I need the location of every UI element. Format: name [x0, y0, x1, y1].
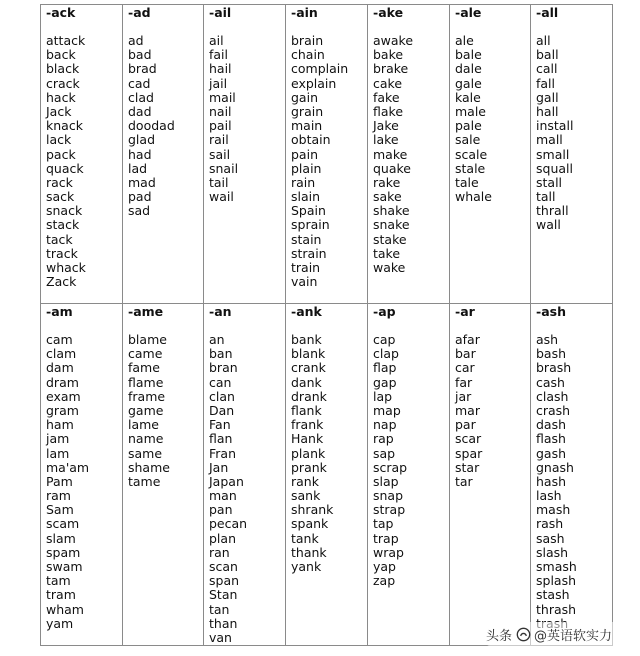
word-item: slash: [536, 544, 569, 560]
word-item: ham: [46, 417, 74, 433]
word-item: wall: [536, 217, 561, 233]
word-item: wake: [373, 260, 406, 275]
word-item: tram: [46, 587, 76, 603]
word-item: Fan: [209, 417, 231, 433]
word-item: clad: [128, 89, 154, 105]
word-item: rap: [373, 431, 394, 447]
word-item: flap: [373, 360, 397, 376]
word-item: tank: [291, 530, 319, 546]
word-item: brake: [373, 61, 409, 77]
word-item: glad: [128, 132, 156, 148]
word-item: quack: [46, 160, 84, 176]
word-item: main: [291, 118, 323, 134]
word-item: all: [536, 33, 551, 48]
word-item: span: [209, 573, 240, 589]
word-list: [455, 333, 530, 489]
word-item: make: [373, 146, 408, 162]
word-item: thank: [291, 544, 327, 560]
word-family-row: [41, 5, 613, 304]
word-item: snail: [209, 160, 239, 176]
word-item: dram: [46, 374, 79, 390]
word-family-cell: [450, 304, 531, 646]
word-item: wham: [46, 601, 84, 617]
word-item: map: [373, 402, 401, 418]
word-item: blame: [128, 332, 167, 347]
word-item: kale: [455, 89, 481, 105]
word-item: shame: [128, 459, 170, 475]
word-item: came: [128, 346, 163, 362]
word-item: vain: [291, 274, 318, 290]
word-item: slap: [373, 473, 399, 489]
word-item: awake: [373, 33, 414, 48]
word-item: tall: [536, 189, 556, 205]
word-item: ash: [536, 332, 559, 347]
word-item: car: [455, 360, 475, 376]
account-logo-icon: [516, 627, 531, 642]
word-item: hail: [209, 61, 232, 77]
word-item: gash: [536, 445, 567, 461]
word-item: an: [209, 332, 225, 347]
word-item: far: [455, 374, 473, 390]
word-item: scale: [455, 146, 488, 162]
word-item: thrall: [536, 203, 569, 219]
word-item: ban: [209, 346, 233, 362]
family-heading: -all: [536, 5, 559, 20]
word-item: dank: [291, 374, 322, 390]
word-item: obtain: [291, 132, 331, 148]
word-item: than: [209, 615, 238, 631]
word-item: rank: [291, 473, 319, 489]
word-item: whack: [46, 260, 86, 275]
word-family-cell: [368, 5, 450, 304]
word-item: clap: [373, 346, 399, 362]
family-heading: -ame: [128, 304, 164, 319]
word-item: strain: [291, 245, 327, 261]
word-item: call: [536, 61, 558, 77]
word-item: scar: [455, 431, 482, 447]
word-family-cell: [204, 304, 286, 646]
word-item: van: [209, 629, 232, 645]
family-heading: -an: [209, 304, 232, 319]
word-item: clam: [46, 346, 77, 362]
word-item: hash: [536, 473, 567, 489]
word-item: flash: [536, 431, 566, 447]
word-item: Zack: [46, 274, 77, 290]
word-item: crack: [46, 75, 80, 91]
word-item: star: [455, 459, 480, 475]
word-item: cam: [46, 332, 73, 347]
word-item: tame: [128, 473, 161, 489]
word-item: Jake: [373, 118, 399, 134]
word-item: small: [536, 146, 570, 162]
word-item: game: [128, 402, 164, 418]
word-item: chain: [291, 47, 325, 63]
word-list: [455, 34, 530, 204]
word-item: stake: [373, 231, 407, 247]
word-item: sad: [128, 203, 151, 219]
word-item: quake: [373, 160, 412, 176]
word-item: dam: [46, 360, 74, 376]
word-item: stash: [536, 587, 570, 603]
word-list: [373, 34, 449, 275]
word-item: sap: [373, 445, 396, 461]
word-item: mall: [536, 132, 563, 148]
word-item: lam: [46, 445, 70, 461]
word-item: crash: [536, 402, 571, 418]
word-list: [373, 333, 449, 588]
word-item: spam: [46, 544, 81, 560]
family-heading: -ack: [46, 5, 76, 20]
word-item: jail: [209, 75, 228, 91]
word-item: scam: [46, 516, 80, 532]
word-item: pan: [209, 502, 233, 518]
word-item: explain: [291, 75, 337, 91]
watermark: [486, 622, 634, 646]
word-item: wrap: [373, 544, 404, 560]
word-list: [291, 333, 367, 574]
word-item: rain: [291, 174, 316, 190]
word-item: tap: [373, 516, 394, 532]
word-item: yank: [291, 559, 322, 574]
word-item: fake: [373, 89, 400, 105]
word-item: brash: [536, 360, 572, 376]
word-item: sack: [46, 189, 75, 205]
word-item: dale: [455, 61, 482, 77]
word-item: sale: [455, 132, 481, 148]
word-family-cell: [123, 5, 204, 304]
word-family-cell: [368, 304, 450, 646]
word-item: spar: [455, 445, 483, 461]
word-item: pack: [46, 146, 76, 162]
word-item: tale: [455, 174, 479, 190]
word-item: dash: [536, 417, 567, 433]
word-item: ran: [209, 544, 230, 560]
word-item: prank: [291, 459, 327, 475]
word-item: same: [128, 445, 163, 461]
word-item: ma'am: [46, 459, 90, 475]
word-item: pain: [291, 146, 318, 162]
word-item: cad: [128, 75, 151, 91]
word-item: tack: [46, 231, 73, 247]
word-item: bar: [455, 346, 476, 362]
word-item: bank: [291, 332, 322, 347]
word-item: hall: [536, 103, 559, 119]
family-heading: -ar: [455, 304, 475, 319]
word-item: pad: [128, 189, 152, 205]
word-item: hack: [46, 89, 76, 105]
word-item: doodad: [128, 118, 175, 134]
word-item: brad: [128, 61, 157, 77]
word-item: lake: [373, 132, 399, 148]
word-item: lap: [373, 388, 393, 404]
word-item: tan: [209, 601, 230, 617]
word-item: Hank: [291, 431, 324, 447]
word-item: gain: [291, 89, 318, 105]
word-item: yam: [46, 615, 74, 631]
word-item: Jack: [46, 103, 72, 119]
word-item: sake: [373, 189, 402, 205]
word-item: man: [209, 488, 237, 504]
word-item: ram: [46, 488, 71, 504]
word-item: bash: [536, 346, 567, 362]
word-item: Japan: [209, 473, 244, 489]
word-item: lad: [128, 160, 148, 176]
word-item: clan: [209, 388, 235, 404]
word-item: black: [46, 61, 80, 77]
watermark-account: @英语软实力: [534, 628, 613, 644]
word-item: stale: [455, 160, 486, 176]
word-item: lash: [536, 488, 562, 504]
word-item: nap: [373, 417, 397, 433]
word-item: ball: [536, 47, 559, 63]
word-item: train: [291, 260, 321, 275]
word-item: flank: [291, 402, 322, 418]
word-item: ale: [455, 33, 474, 48]
word-item: rake: [373, 174, 401, 190]
word-item: fail: [209, 47, 229, 63]
word-family-cell: [450, 5, 531, 304]
word-item: male: [455, 103, 486, 119]
word-item: splash: [536, 573, 577, 589]
word-item: brain: [291, 33, 324, 48]
word-item: zap: [373, 573, 396, 589]
word-item: mar: [455, 402, 480, 418]
word-list: [46, 333, 122, 631]
word-family-cell: [286, 304, 368, 646]
family-heading: -ad: [128, 5, 151, 20]
word-item: gram: [46, 402, 79, 418]
word-item: jar: [455, 388, 472, 404]
word-item: bad: [128, 47, 152, 63]
word-item: shrank: [291, 502, 334, 518]
word-item: clash: [536, 388, 569, 404]
word-item: back: [46, 47, 76, 63]
word-item: cash: [536, 374, 565, 390]
word-item: Sam: [46, 502, 74, 518]
word-item: spank: [291, 516, 329, 532]
word-item: sash: [536, 530, 565, 546]
word-item: flan: [209, 431, 233, 447]
word-family-table: [40, 4, 613, 646]
word-item: snap: [373, 488, 404, 504]
word-list: [209, 333, 285, 645]
word-item: ail: [209, 33, 224, 48]
word-item: flake: [373, 103, 404, 119]
word-item: flame: [128, 374, 164, 390]
word-item: lack: [46, 132, 72, 148]
family-heading: -ap: [373, 304, 396, 319]
word-item: rack: [46, 174, 73, 190]
word-item: thrash: [536, 601, 577, 617]
word-item: Spain: [291, 203, 326, 219]
word-item: mail: [209, 89, 236, 105]
word-item: stain: [291, 231, 322, 247]
family-heading: -ale: [455, 5, 482, 20]
word-item: dad: [128, 103, 152, 119]
word-item: snake: [373, 217, 410, 233]
word-list: [536, 333, 612, 631]
word-item: tam: [46, 573, 71, 589]
watermark-source: 头条: [486, 628, 513, 644]
word-item: yap: [373, 559, 396, 574]
word-item: complain: [291, 61, 349, 77]
word-item: fame: [128, 360, 160, 376]
family-heading: -ain: [291, 5, 318, 20]
word-item: stall: [536, 174, 563, 190]
word-item: knack: [46, 118, 83, 134]
word-item: par: [455, 417, 476, 433]
word-item: track: [46, 245, 78, 261]
word-item: tar: [455, 473, 473, 489]
word-item: bran: [209, 360, 238, 376]
word-item: blank: [291, 346, 326, 362]
word-item: jam: [46, 431, 70, 447]
word-item: install: [536, 118, 574, 134]
word-item: exam: [46, 388, 81, 404]
word-item: slam: [46, 530, 76, 546]
word-family-cell: [41, 5, 123, 304]
word-item: had: [128, 146, 152, 162]
word-item: plain: [291, 160, 322, 176]
word-item: whale: [455, 189, 492, 205]
word-item: Dan: [209, 402, 235, 418]
word-item: sank: [291, 488, 321, 504]
word-item: gall: [536, 89, 559, 105]
word-item: take: [373, 245, 401, 261]
word-list: [128, 333, 203, 489]
word-item: swam: [46, 559, 83, 574]
family-heading: -ank: [291, 304, 322, 319]
word-list: [46, 34, 122, 289]
word-item: drank: [291, 388, 327, 404]
word-item: cake: [373, 75, 403, 91]
word-item: plank: [291, 445, 326, 461]
word-item: sprain: [291, 217, 330, 233]
word-item: scan: [209, 559, 238, 574]
word-item: strap: [373, 502, 406, 518]
family-heading: -ash: [536, 304, 566, 319]
word-family-cell: [204, 5, 286, 304]
word-item: lame: [128, 417, 159, 433]
word-item: slain: [291, 189, 321, 205]
word-list: [128, 34, 203, 218]
family-heading: -ake: [373, 5, 404, 20]
word-item: can: [209, 374, 232, 390]
word-item: gnash: [536, 459, 574, 475]
word-item: plan: [209, 530, 236, 546]
word-item: sail: [209, 146, 231, 162]
family-heading: -am: [46, 304, 73, 319]
word-item: shake: [373, 203, 410, 219]
word-item: wail: [209, 189, 234, 205]
word-item: bake: [373, 47, 404, 63]
word-item: grain: [291, 103, 324, 119]
word-item: pecan: [209, 516, 248, 532]
word-item: Fran: [209, 445, 237, 461]
word-item: Pam: [46, 473, 73, 489]
word-item: squall: [536, 160, 573, 176]
word-list: [536, 34, 612, 233]
word-item: gale: [455, 75, 482, 91]
word-item: mash: [536, 502, 571, 518]
word-item: fall: [536, 75, 556, 91]
family-heading: -ail: [209, 5, 232, 20]
word-item: tail: [209, 174, 229, 190]
word-item: mad: [128, 174, 156, 190]
word-list: [209, 34, 285, 204]
word-item: ad: [128, 33, 144, 48]
word-item: snack: [46, 203, 83, 219]
word-family-cell: [531, 5, 613, 304]
word-item: crank: [291, 360, 326, 376]
word-family-cell: [531, 304, 613, 646]
word-item: pail: [209, 118, 232, 134]
word-item: stack: [46, 217, 80, 233]
word-item: frame: [128, 388, 166, 404]
word-family-cell: [123, 304, 204, 646]
word-item: gap: [373, 374, 397, 390]
word-item: scrap: [373, 459, 408, 475]
word-item: trap: [373, 530, 399, 546]
word-item: Jan: [209, 459, 229, 475]
word-family-cell: [41, 304, 123, 646]
word-item: rail: [209, 132, 229, 148]
word-item: nail: [209, 103, 232, 119]
word-item: bale: [455, 47, 482, 63]
word-family-row: [41, 304, 613, 646]
word-list: [291, 34, 367, 289]
word-item: cap: [373, 332, 396, 347]
word-family-cell: [286, 5, 368, 304]
word-item: attack: [46, 33, 86, 48]
word-item: Stan: [209, 587, 238, 603]
word-item: afar: [455, 332, 480, 347]
word-item: smash: [536, 559, 577, 574]
word-item: frank: [291, 417, 324, 433]
word-item: name: [128, 431, 164, 447]
word-item: rash: [536, 516, 564, 532]
word-item: pale: [455, 118, 482, 134]
